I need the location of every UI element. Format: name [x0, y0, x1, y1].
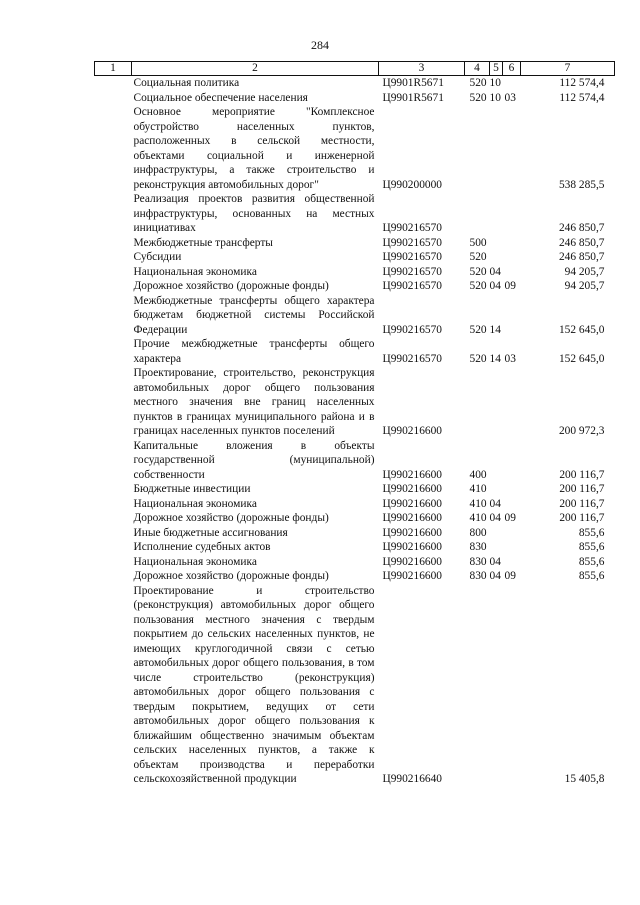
row-code: Ц9901R5671 [382, 77, 444, 89]
table-row [95, 279, 615, 294]
header-col-4: 4 [465, 62, 490, 76]
row-name: Дорожное хозяйство (дорожные фонды) [133, 280, 329, 292]
row-col-5 [490, 439, 503, 483]
row-col-6 [503, 555, 521, 570]
table-row [95, 192, 615, 236]
row-col-6 [503, 294, 521, 338]
row-col-5 [490, 366, 503, 439]
table-row [95, 569, 615, 584]
row-index [95, 91, 132, 106]
row-col-4: 830 [469, 541, 487, 553]
header-col-7: 7 [521, 62, 615, 76]
row-code: Ц990216600 [382, 483, 442, 495]
table-row [95, 584, 615, 787]
row-amount: 855,6 [578, 570, 605, 582]
row-amount: 200 116,7 [559, 497, 605, 510]
header-col-5: 5 [490, 62, 503, 76]
row-index [95, 569, 132, 584]
row-name: Национальная экономика [133, 497, 257, 510]
row-code: Ц990216640 [382, 773, 442, 785]
row-col-6: 09 [504, 512, 516, 524]
row-col-4: 520 [469, 91, 487, 104]
table-row [95, 366, 615, 439]
table-row [95, 250, 615, 265]
row-name: Социальная политика [133, 77, 240, 89]
row-index [95, 76, 132, 91]
row-code: Ц990216600 [382, 425, 442, 437]
row-code: Ц990216600 [382, 541, 442, 553]
row-col-6: 03 [504, 91, 516, 104]
row-index [95, 439, 132, 483]
row-code: Ц990216600 [382, 526, 442, 539]
row-col-4: 520 [469, 323, 487, 336]
row-col-4: 800 [469, 526, 487, 539]
table-body [95, 76, 615, 787]
row-amount: 855,6 [578, 541, 605, 553]
row-amount: 152 645,0 [558, 323, 605, 336]
row-col-5: 14 [489, 352, 501, 365]
row-code: Ц990216570 [382, 352, 442, 365]
row-code: Ц990216600 [382, 512, 442, 524]
row-col-4 [465, 584, 490, 787]
row-name: Национальная экономика [133, 555, 257, 568]
row-col-6 [503, 366, 521, 439]
header-col-1: 1 [95, 62, 132, 76]
table-header [95, 62, 615, 76]
row-code: Ц990200000 [382, 178, 442, 191]
row-amount: 112 574,4 [559, 77, 605, 89]
row-col-5 [490, 105, 503, 192]
table-row [95, 236, 615, 251]
row-amount: 246 850,7 [558, 222, 605, 234]
row-col-5 [490, 584, 503, 787]
row-name: Проектирование, строительство, реконструкция автомобильных дорог общего пользования местного значения вне границ населенных пунктов в границах муниципального района и в границах населенных пунктов поселений [133, 367, 375, 437]
row-name: Социальное обеспечение населения [133, 91, 308, 104]
row-index [95, 337, 132, 366]
header-row [95, 62, 615, 76]
row-index [95, 192, 132, 236]
table-row [95, 511, 615, 526]
row-code: Ц990216570 [382, 265, 442, 278]
row-name: Субсидии [133, 251, 182, 263]
row-index [95, 511, 132, 526]
row-col-4: 400 [469, 468, 487, 481]
table-row [95, 105, 615, 192]
row-amount: 94 205,7 [564, 265, 605, 278]
row-col-6 [503, 482, 521, 497]
row-col-5: 04 [489, 555, 501, 568]
row-col-5: 04 [489, 280, 501, 292]
row-col-6 [503, 526, 521, 541]
row-col-4: 830 [469, 555, 487, 568]
row-code: Ц990216600 [382, 468, 442, 481]
table-row [95, 497, 615, 512]
header-col-2: 2 [132, 62, 379, 76]
row-code: Ц9901R5671 [382, 91, 444, 104]
row-col-4 [465, 366, 490, 439]
row-col-5 [490, 482, 503, 497]
row-col-6 [503, 76, 521, 91]
row-col-6: 09 [504, 570, 516, 582]
row-index [95, 250, 132, 265]
row-name: Основное мероприятие "Комплексное обустройство населенных пунктов, расположенных в сельской местности, объектами социальной и инженерной инфраструктуры, а также строительство и реконструкция автомобильных дорог" [133, 106, 375, 191]
row-col-4: 520 [469, 352, 487, 365]
row-col-6 [503, 265, 521, 280]
row-col-4: 520 [469, 280, 487, 292]
row-code: Ц990216600 [382, 555, 442, 568]
row-amount: 200 116,7 [559, 483, 605, 495]
row-amount: 246 850,7 [558, 251, 605, 263]
row-col-4: 410 [469, 483, 487, 495]
row-col-4 [465, 105, 490, 192]
row-code: Ц990216570 [382, 323, 442, 336]
row-col-5: 04 [489, 265, 501, 278]
row-col-6 [503, 236, 521, 251]
table-row [95, 337, 615, 366]
row-amount: 855,6 [578, 526, 605, 539]
row-amount: 538 285,5 [558, 178, 605, 191]
table-row [95, 265, 615, 280]
row-col-5: 04 [489, 497, 501, 510]
row-col-5 [490, 250, 503, 265]
row-name: Исполнение судебных актов [133, 541, 271, 553]
row-code: Ц990216570 [382, 222, 442, 234]
row-amount: 200 116,7 [559, 468, 605, 481]
row-col-5: 04 [489, 512, 501, 524]
table-row [95, 482, 615, 497]
row-col-4: 520 [469, 265, 487, 278]
row-col-5: 10 [489, 91, 501, 104]
row-index [95, 265, 132, 280]
row-name: Прочие межбюджетные трансферты общего характера [133, 338, 375, 365]
row-index [95, 105, 132, 192]
row-index [95, 482, 132, 497]
row-code: Ц990216570 [382, 280, 442, 292]
row-col-4 [465, 192, 490, 236]
row-col-4: 500 [469, 236, 487, 249]
table-row [95, 555, 615, 570]
row-name: Межбюджетные трансферты общего характера бюджетам бюджетной системы Российской Федерации [133, 294, 375, 336]
row-col-5 [490, 526, 503, 541]
row-col-6: 09 [504, 280, 516, 292]
row-col-5 [490, 236, 503, 251]
row-amount: 15 405,8 [564, 773, 605, 785]
row-index [95, 279, 132, 294]
row-col-4: 830 [469, 570, 487, 582]
row-index [95, 540, 132, 555]
row-name: Дорожное хозяйство (дорожные фонды) [133, 570, 329, 582]
row-col-5 [490, 192, 503, 236]
row-code: Ц990216570 [382, 236, 442, 249]
page-number: 284 [311, 38, 329, 52]
table-row [95, 294, 615, 338]
row-amount: 200 972,3 [558, 425, 605, 437]
row-name: Бюджетные инвестиции [133, 483, 251, 495]
row-code: Ц990216570 [382, 251, 442, 263]
header-col-3: 3 [379, 62, 465, 76]
row-amount: 152 645,0 [558, 352, 605, 365]
row-name: Проектирование и строительство (реконструкция) автомобильных дорог общего пользования местного значения с твердым покрытием до сельских населенных пунктов, не имеющих круглогодичной связи с сетью автомобильных дорог общего пользования, в том числе строительство (реконструкция) автомобильных дорог общего пользования с твердым покрытием, ведущих от сети автомобильных дорог общего пользования к ближайшим общественно значимым объектам сельских населенных пунктов, а также к объектам производства и переработки сельскохозяйственной продукции [133, 584, 375, 785]
row-col-6 [503, 584, 521, 787]
row-col-6 [503, 250, 521, 265]
row-index [95, 294, 132, 338]
row-name: Реализация проектов развития общественной инфраструктуры, основанных на местных инициативах [133, 193, 375, 234]
header-col-6: 6 [503, 62, 521, 76]
row-code: Ц990216600 [382, 497, 442, 510]
table-row [95, 526, 615, 541]
row-name: Дорожное хозяйство (дорожные фонды) [133, 512, 329, 524]
row-col-5 [490, 540, 503, 555]
row-index [95, 366, 132, 439]
table-row [95, 540, 615, 555]
row-col-4: 410 [469, 512, 487, 524]
row-col-6 [503, 105, 521, 192]
table-row [95, 91, 615, 106]
row-col-6 [503, 439, 521, 483]
row-index [95, 497, 132, 512]
budget-table [94, 61, 615, 787]
row-col-6 [503, 192, 521, 236]
row-col-5: 14 [489, 323, 501, 336]
row-index [95, 236, 132, 251]
row-amount: 200 116,7 [559, 512, 605, 524]
row-name: Капитальные вложения в объекты государственной (муниципальной) собственности [133, 439, 375, 481]
table-row [95, 76, 615, 91]
row-code: Ц990216600 [382, 570, 442, 582]
row-index [95, 555, 132, 570]
table-row [95, 439, 615, 483]
row-name: Межбюджетные трансферты [133, 236, 273, 249]
row-col-6 [503, 540, 521, 555]
row-index [95, 584, 132, 787]
row-col-4: 520 [469, 251, 487, 263]
row-col-6 [503, 497, 521, 512]
row-col-5: 10 [489, 77, 501, 89]
row-amount: 855,6 [578, 555, 605, 568]
row-col-5: 04 [489, 570, 501, 582]
row-col-6: 03 [504, 352, 516, 365]
row-amount: 112 574,4 [559, 91, 605, 104]
row-col-4: 410 [469, 497, 487, 510]
row-index [95, 526, 132, 541]
row-name: Национальная экономика [133, 265, 257, 278]
row-amount: 94 205,7 [564, 280, 605, 292]
row-name: Иные бюджетные ассигнования [133, 526, 288, 539]
row-amount: 246 850,7 [558, 236, 605, 249]
row-col-4: 520 [469, 77, 487, 89]
